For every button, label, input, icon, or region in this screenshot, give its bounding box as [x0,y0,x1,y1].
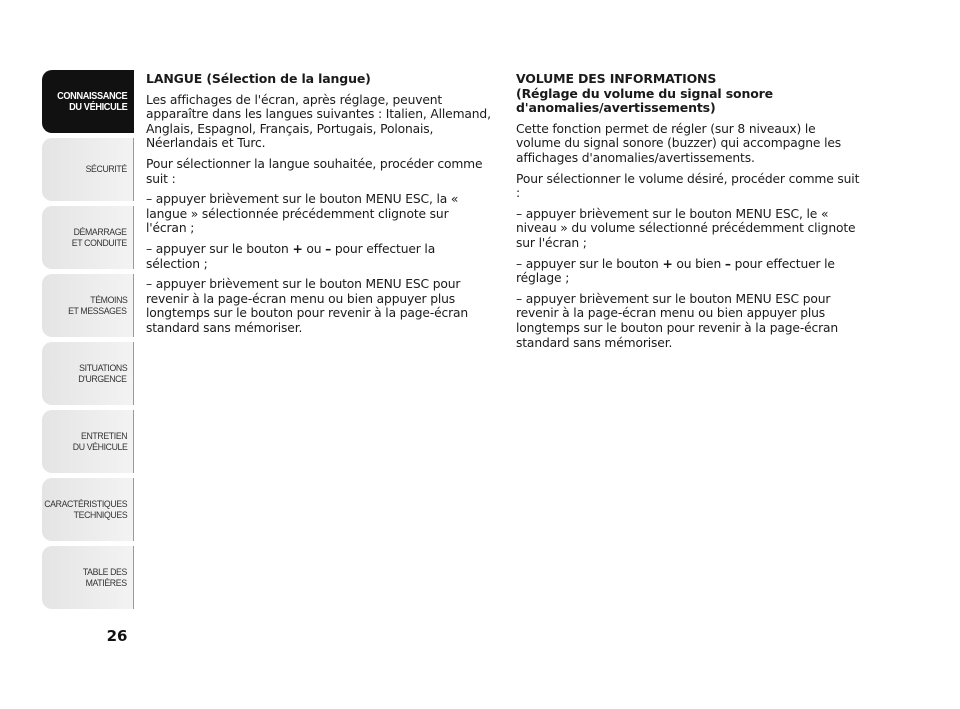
tab-label-line2: DU VÉHICULE [72,441,127,453]
step-text: ou [302,241,326,256]
tab-demarrage-et-conduite[interactable] [42,206,134,269]
tab-label-line1: SITUATIONS [78,362,127,374]
minus-symbol: – [325,241,332,256]
tab-connaissance-du-vehicule[interactable] [42,70,134,133]
volume-section [516,72,861,356]
plus-symbol: + [292,241,303,256]
page-number: 26 [106,627,128,645]
tab-label-line2: DU VÉHICULE [68,101,127,113]
tab-temoins-et-messages[interactable] [42,274,134,337]
section-tabs [42,70,134,614]
minus-symbol: – [724,256,731,271]
tab-label-line2: ET MESSAGES [68,305,127,317]
step-text: – appuyer sur le bouton [516,256,663,271]
tab-label-line2: ET CONDUITE [71,237,127,249]
step-text: pour effectuer la sélection ; [146,241,436,271]
langue-step-1: – appuyer brièvement sur le bouton MENU ESC, la « langue » sélectionnée précédemment clignote sur l'écran ; [146,192,459,236]
plus-symbol: + [662,256,673,271]
volume-heading-line1: VOLUME DES INFORMATIONS [516,71,717,86]
tab-table-des-matieres[interactable] [42,546,134,609]
langue-step-3: – appuyer brièvement sur le bouton MENU ESC pour revenir à la page-écran menu ou bien appuyer plus longtemps sur le bouton pour revenir à la page-écran standard sans mémoriser. [146,277,469,335]
tab-label-line1: CONNAISSANCE [56,90,127,102]
tab-label-line1: DÉMARRAGE [73,226,127,238]
tab-label-line1: ENTRETIEN [80,430,127,442]
step-text: ou bien [672,256,725,271]
tab-label-line1: CARACTÉRISTIQUES [44,498,127,510]
tab-label-line2: MATIÈRES [85,577,127,589]
tab-label-line2: TECHNIQUES [73,509,127,521]
langue-paragraph-1: Les affichages de l'écran, après réglage, peuvent apparaître dans les langues suivantes : Italien, Allemand, Anglais, Espagnol, Français, Portugais, Polonais, Néerlandais et Turc. [146,92,491,151]
volume-step-1: – appuyer brièvement sur le bouton MENU ESC, le « niveau » du volume sélectionné précédemment clignote sur l'écran ; [516,206,856,250]
tab-entretien-du-vehicule[interactable] [42,410,134,473]
tab-label-line1: TABLE DES [82,566,127,578]
step-text: – appuyer sur le bouton [146,241,293,256]
volume-step-3: – appuyer brièvement sur le bouton MENU ESC pour revenir à la page-écran menu ou bien appuyer plus longtemps sur le bouton pour revenir à la page-écran standard sans mémoriser. [516,291,839,350]
volume-heading [516,72,861,116]
tab-label-line1: SÉCURITÉ [85,164,127,175]
tab-caracteristiques-techniques[interactable] [42,478,134,541]
langue-heading: LANGUE (Sélection de la langue) [146,71,371,86]
tab-securite[interactable] [42,138,134,201]
langue-section [146,72,491,342]
tab-label-line2: D'URGENCE [78,373,127,385]
tab-label-line1: TÉMOINS [89,294,127,306]
step-text: pour effectuer le réglage ; [516,256,835,286]
volume-paragraph-1: Cette fonction permet de régler (sur 8 niveaux) le volume du signal sonore (buzzer) qui accompagne les affichages d'anomalies/avertissements. [516,121,842,165]
langue-step-2 [146,242,491,271]
tab-situations-d-urgence[interactable] [42,342,134,405]
langue-paragraph-2: Pour sélectionner la langue souhaitée, procéder comme suit : [146,156,483,186]
volume-paragraph-2: Pour sélectionner le volume désiré, procéder comme suit : [516,171,860,201]
volume-step-2 [516,257,861,286]
volume-heading-line2: (Réglage du volume du signal sonore d'anomalies/avertissements) [516,85,773,116]
